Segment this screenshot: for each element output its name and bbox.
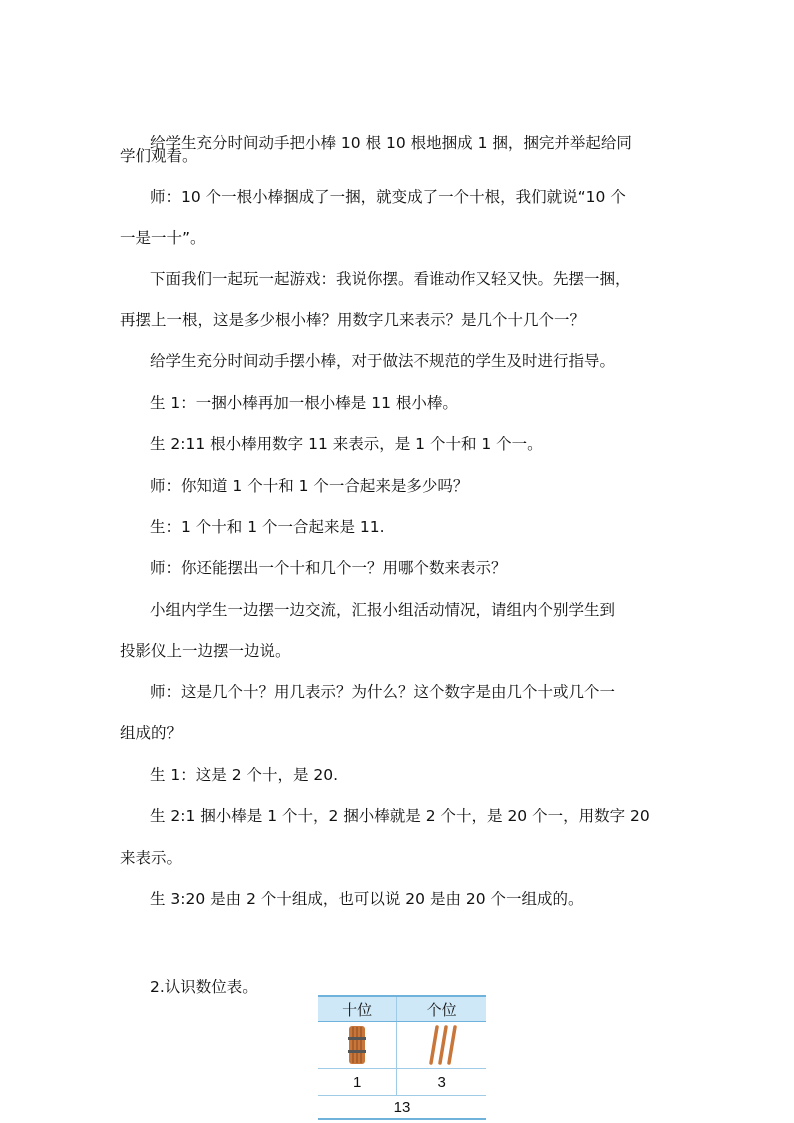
paragraph-line: 再摆上一根，这是多少根小棒？用数字几来表示？是几个十几个一？ — [120, 311, 586, 329]
paragraph-line: 组成的？ — [120, 724, 183, 742]
ones-digit: 3 — [397, 1069, 486, 1096]
single-sticks-icon — [425, 1025, 459, 1065]
ones-cell — [397, 1022, 486, 1069]
paragraph-line: 生：1 个十和 1 个一合起来是 11. — [150, 518, 385, 536]
total-number: 13 — [318, 1096, 486, 1120]
place-value-table — [318, 995, 486, 1120]
tens-cell — [318, 1022, 397, 1069]
paragraph-line: 生 2:1 捆小棒是 1 个十，2 捆小棒就是 2 个十，是 20 个一，用数字 20 — [150, 807, 650, 825]
paragraph-line: 生 1：这是 2 个十，是 20. — [150, 766, 339, 784]
ones-column-header: 个位 — [397, 996, 486, 1022]
paragraph-line: 生 1：一捆小棒再加一根小棒是 11 根小棒。 — [150, 394, 458, 412]
paragraph-line: 师：你还能摆出一个十和几个一？用哪个数来表示？ — [150, 559, 507, 577]
paragraph-line: 学们观看。 — [120, 147, 198, 165]
section-heading: 2.认识数位表。 — [150, 978, 258, 996]
paragraph-line: 师：10 个一根小棒捆成了一捆，就变成了一个十根，我们就说“10 个 — [150, 188, 626, 206]
paragraph-line: 来表示。 — [120, 849, 183, 867]
paragraph-line: 生 3:20 是由 2 个十组成，也可以说 20 是由 20 个一组成的。 — [150, 890, 584, 908]
stick — [440, 1027, 446, 1063]
stick — [449, 1027, 455, 1063]
paragraph-line: 师：你知道 1 个十和 1 个一合起来是多少吗？ — [150, 477, 469, 495]
stick — [431, 1027, 437, 1063]
paragraph-line: 一是一十”。 — [120, 229, 206, 247]
paragraph-line: 投影仪上一边摆一边说。 — [120, 642, 291, 660]
paragraph-line: 给学生充分时间动手把小棒 10 根 10 根地捆成 1 捆，捆完并举起给同 — [150, 134, 632, 152]
tens-column-header: 十位 — [318, 996, 397, 1022]
paragraph-line: 给学生充分时间动手摆小棒，对于做法不规范的学生及时进行指导。 — [150, 352, 616, 370]
paragraph-line: 师：这是几个十？用几表示？为什么？这个数字是由几个十或几个一 — [150, 683, 616, 701]
bundle-of-sticks-icon — [347, 1025, 367, 1065]
tens-digit: 1 — [318, 1069, 397, 1096]
paragraph-line: 生 2:11 根小棒用数字 11 来表示，是 1 个十和 1 个一。 — [150, 435, 543, 453]
paragraph-line: 下面我们一起玩一起游戏：我说你摆。看谁动作又轻又快。先摆一捆， — [150, 270, 631, 288]
paragraph-line: 小组内学生一边摆一边交流，汇报小组活动情况，请组内个别学生到 — [150, 601, 616, 619]
